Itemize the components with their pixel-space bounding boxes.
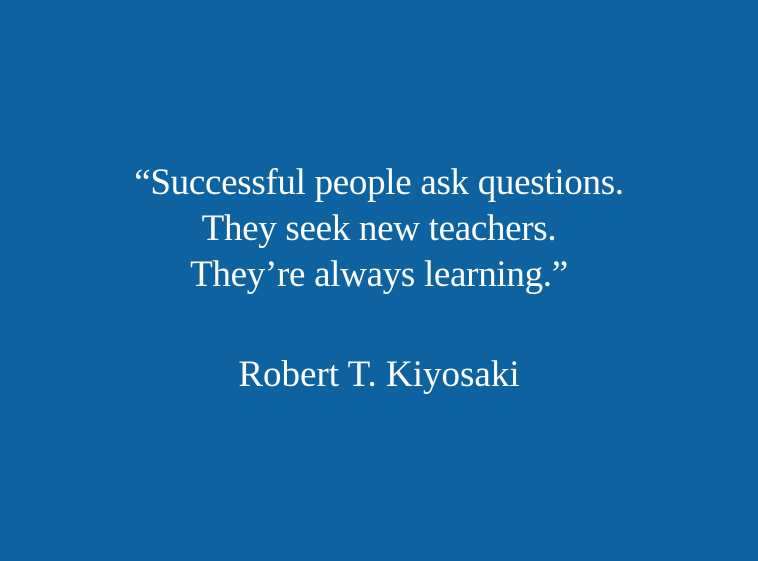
quote-line-2: They seek new teachers. [201, 208, 557, 249]
quote-line-3: They’re always learning.” [190, 254, 568, 295]
quote-text [0, 160, 758, 298]
quote-author: Robert T. Kiyosaki [238, 354, 520, 395]
quote-line-1: “Successful people ask questions. [134, 162, 624, 203]
